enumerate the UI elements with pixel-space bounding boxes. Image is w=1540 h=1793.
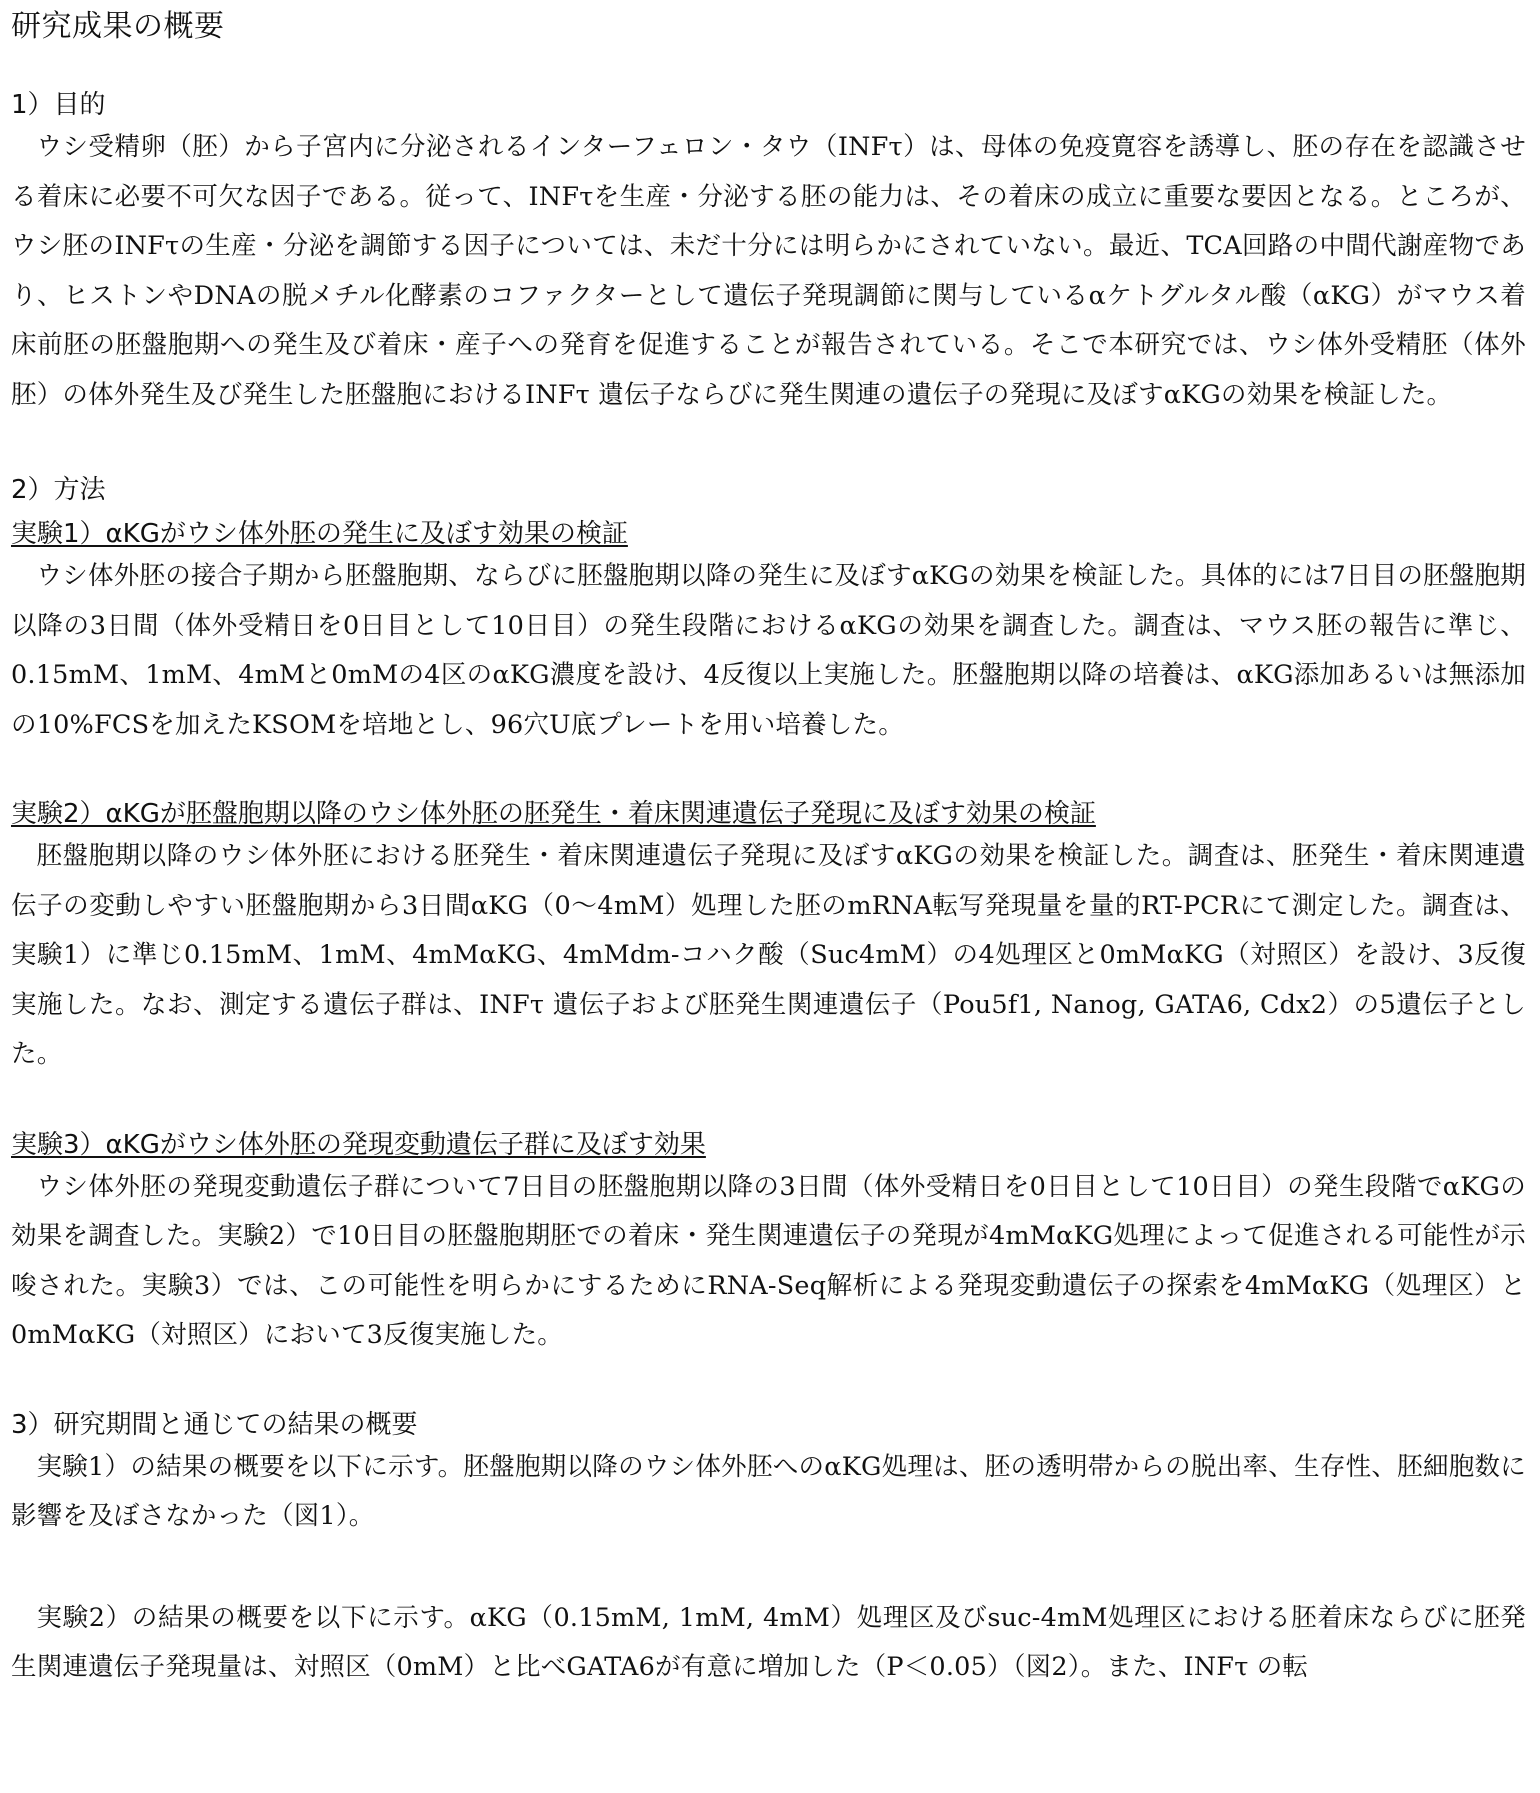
experiment2-heading: 実験2）αKGが胚盤胞期以降のウシ体外胚の胚発生・着床関連遺伝子発現に及ぼす効果の検証 bbox=[11, 799, 1096, 829]
experiment3-heading: 実験3）αKGがウシ体外胚の発現変動遺伝子群に及ぼす効果 bbox=[11, 1129, 706, 1160]
section-heading-purpose: 1）目的 bbox=[11, 90, 106, 120]
page-title: 研究成果の概要 bbox=[11, 9, 225, 44]
experiment1-paragraph: ウシ体外胚の接合子期から胚盤胞期、ならびに胚盤胞期以降の発生に及ぼすαKGの効果を検証した。具体的には7日目の胚盤胞期以降の3日間（体外受精日を0日目として10日目）の発生段階におけるαKGの効果を調査した。調査は、マウス胚の報告に準じ、0.15mM、1mM、4mMと0mMの4区のαKG濃度を設け、4反復以上実施した。胚盤胞期以降の培養は、αKG添加あるいは無添加の10%FCSを加えたKSOMを培地とし、96穴U底プレートを用い培養した。 bbox=[11, 561, 1526, 740]
experiment2-paragraph: 胚盤胞期以降のウシ体外胚における胚発生・着床関連遺伝子発現に及ぼすαKGの効果を検証した。調査は、胚発生・着床関連遺伝子の変動しやすい胚盤胞期から3日間αKG（0〜4mM）処理した胚のmRNA転写発現量を量的RT-PCRにて測定した。調査は、実験1）に準じ0.15mM、1mM、4mMαKG、4mMdm-コハク酸（Suc4mM）の4処理区と0mMαKG（対照区）を設け、3反復実施した。なお、測定する遺伝子群は、INFτ 遺伝子および胚発生関連遺伝子（Pou5f1, Nanog, GATA6, Cdx2）の5遺伝子とした。 bbox=[11, 841, 1526, 1069]
results-paragraph-1: 実験1）の結果の概要を以下に示す。胚盤胞期以降のウシ体外胚へのαKG処理は、胚の透明帯からの脱出率、生存性、胚細胞数に影響を及ぼさなかった（図1）。 bbox=[11, 1451, 1526, 1531]
purpose-paragraph: ウシ受精卵（胚）から子宮内に分泌されるインターフェロン・タウ（INFτ）は、母体の免疫寛容を誘導し、胚の存在を認識させる着床に必要不可欠な因子である。従って、INFτを生産・分泌する胚の能力は、その着床の成立に重要な要因となる。ところが、ウシ胚のINFτの生産・分泌を調節する因子については、未だ十分には明らかにされていない。最近、TCA回路の中間代謝産物であり、ヒストンやDNAの脱メチル化酵素のコファクターとして遺伝子発現調節に関与しているαケトグルタル酸（αKG）がマウス着床前胚の胚盤胞期への発生及び着床・産子への発育を促進することが報告されている。そこで本研究では、ウシ体外受精胚（体外胚）の体外発生及び発生した胚盤胞におけるINFτ 遺伝子ならびに発生関連の遺伝子の発現に及ぼすαKGの効果を検証した。 bbox=[11, 132, 1526, 410]
section-heading-results: 3）研究期間と通じての結果の概要 bbox=[11, 1409, 418, 1440]
results-paragraph-2: 実験2）の結果の概要を以下に示す。αKG（0.15mM, 1mM, 4mM）処理区及びsuc-4mM処理区における胚着床ならびに胚発生関連遺伝子発現量は、対照区（0mM）と比べGATA6が有意に増加した（P＜0.05）（図2）。また、INFτ の転 bbox=[11, 1602, 1526, 1682]
section-heading-methods: 2）方法 bbox=[11, 475, 106, 505]
experiment3-paragraph: ウシ体外胚の発現変動遺伝子群について7日目の胚盤胞期以降の3日間（体外受精日を0日目として10日目）の発生段階でαKGの効果を調査した。実験2）で10日目の胚盤胞期胚での着床・発生関連遺伝子の発現が4mMαKG処理によって促進される可能性が示唆された。実験3）では、この可能性を明らかにするためにRNA-Seq解析による発現変動遺伝子の探索を4mMαKG（処理区）と0mMαKG（対照区）において3反復実施した。 bbox=[11, 1171, 1526, 1350]
experiment1-heading: 実験1）αKGがウシ体外胚の発生に及ぼす効果の検証 bbox=[11, 519, 628, 549]
document-page bbox=[0, 7, 1540, 1793]
